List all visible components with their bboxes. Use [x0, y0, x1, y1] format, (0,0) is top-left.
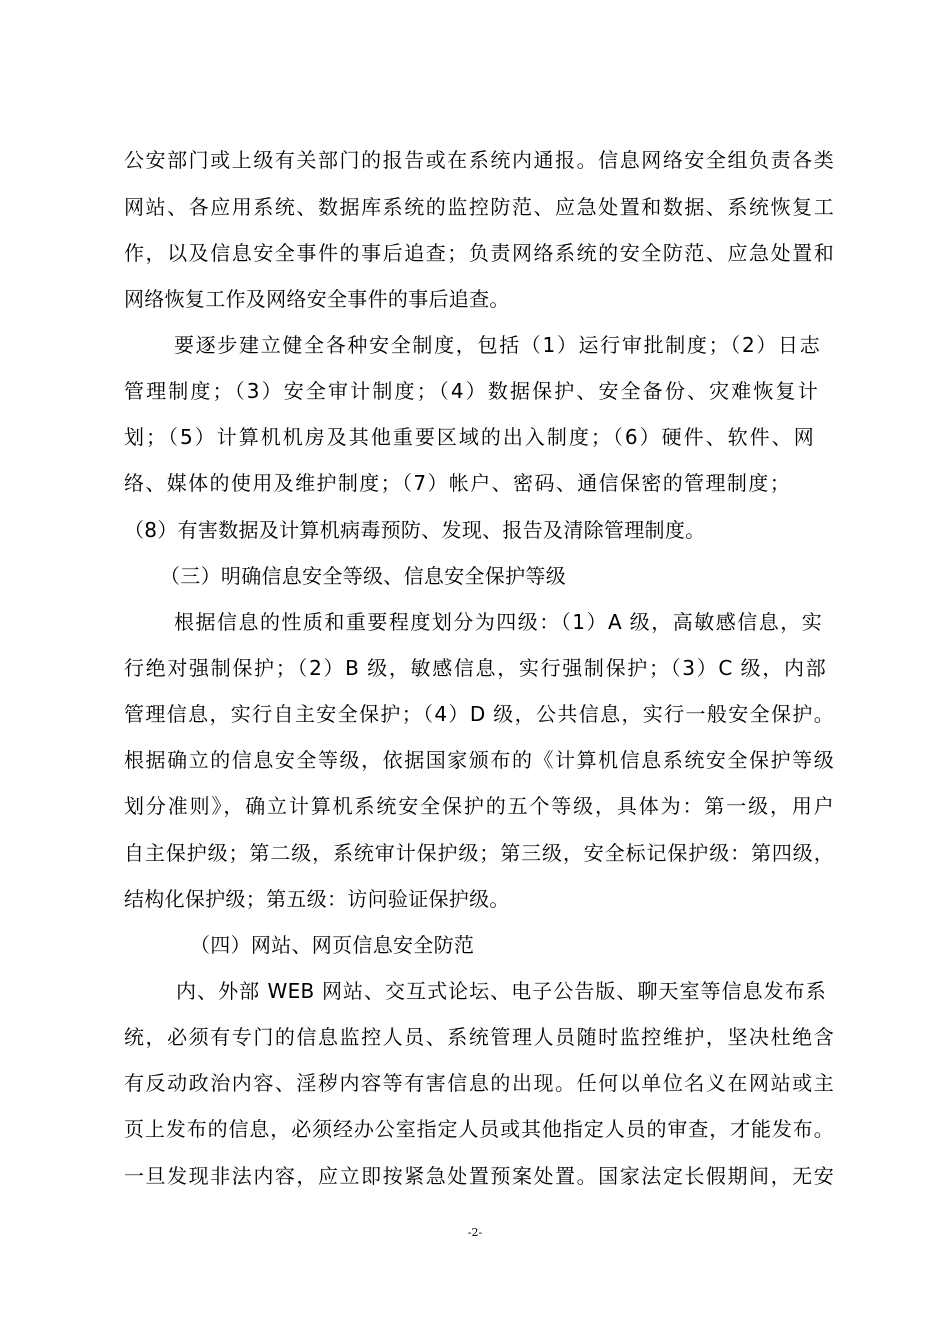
body-text-line: 划分准则》，确立计算机系统安全保护的五个等级，具体为：第一级，用户 [124, 794, 834, 818]
body-text-line: 页上发布的信息，必须经办公室指定人员或其他指定人员的审查，才能发布。 [124, 1117, 834, 1141]
paragraph-first-line: 内、外部 WEB 网站、交互式论坛、电子公告版、聊天室等信息发布系 [176, 979, 826, 1003]
body-text-line: （8）有害数据及计算机病毒预防、发现、报告及清除管理制度。 [124, 518, 706, 542]
body-text-line: 网站、各应用系统、数据库系统的监控防范、应急处置和数据、系统恢复工 [124, 195, 834, 219]
paragraph-first-line: 要逐步建立健全各种安全制度，包括（1）运行审批制度；（2）日志 [174, 333, 820, 357]
body-text-line: 管理制度；（3）安全审计制度；（4）数据保护、安全备份、灾难恢复计 [124, 379, 818, 403]
section-heading: （三）明确信息安全等级、信息安全保护等级 [160, 564, 566, 588]
body-text-line: 自主保护级；第二级，系统审计保护级；第三级，安全标记保护级：第四级， [124, 841, 834, 865]
body-text-line: 管理信息，实行自主安全保护；（4）D 级，公共信息，实行一般安全保护。 [124, 702, 834, 726]
body-text-line: 行绝对强制保护；（2）B 级，敏感信息，实行强制保护；（3）C 级，内部 [124, 656, 826, 680]
body-text-line: 根据确立的信息安全等级，依据国家颁布的《计算机信息系统安全保护等级 [124, 748, 834, 772]
body-text-line: 划；（5）计算机机房及其他重要区域的出入制度；（6）硬件、软件、网 [124, 425, 814, 449]
body-text-line: 公安部门或上级有关部门的报告或在系统内通报。信息网络安全组负责各类 [124, 148, 834, 172]
body-text-line: 络、媒体的使用及维护制度；（7）帐户、密码、通信保密的管理制度； [124, 471, 790, 495]
body-text-line: 有反动政治内容、淫秽内容等有害信息的出现。任何以单位名义在网站或主 [124, 1071, 834, 1095]
paragraph-first-line: 根据信息的性质和重要程度划分为四级：（1）A 级，高敏感信息，实 [174, 610, 822, 634]
body-text-line: 作，以及信息安全事件的事后追查；负责网络系统的安全防范、应急处置和 [124, 241, 834, 265]
body-text-line: 网络恢复工作及网络安全事件的事后追查。 [124, 287, 510, 311]
body-text-line: 结构化保护级；第五级：访问验证保护级。 [124, 887, 510, 911]
body-text-line: 一旦发现非法内容，应立即按紧急处置预案处置。国家法定长假期间，无安 [124, 1164, 834, 1188]
page-number: -2- [467, 1226, 483, 1239]
section-heading: （四）网站、网页信息安全防范 [190, 933, 475, 957]
body-text-line: 统，必须有专门的信息监控人员、系统管理人员随时监控维护，坚决杜绝含 [124, 1025, 834, 1049]
